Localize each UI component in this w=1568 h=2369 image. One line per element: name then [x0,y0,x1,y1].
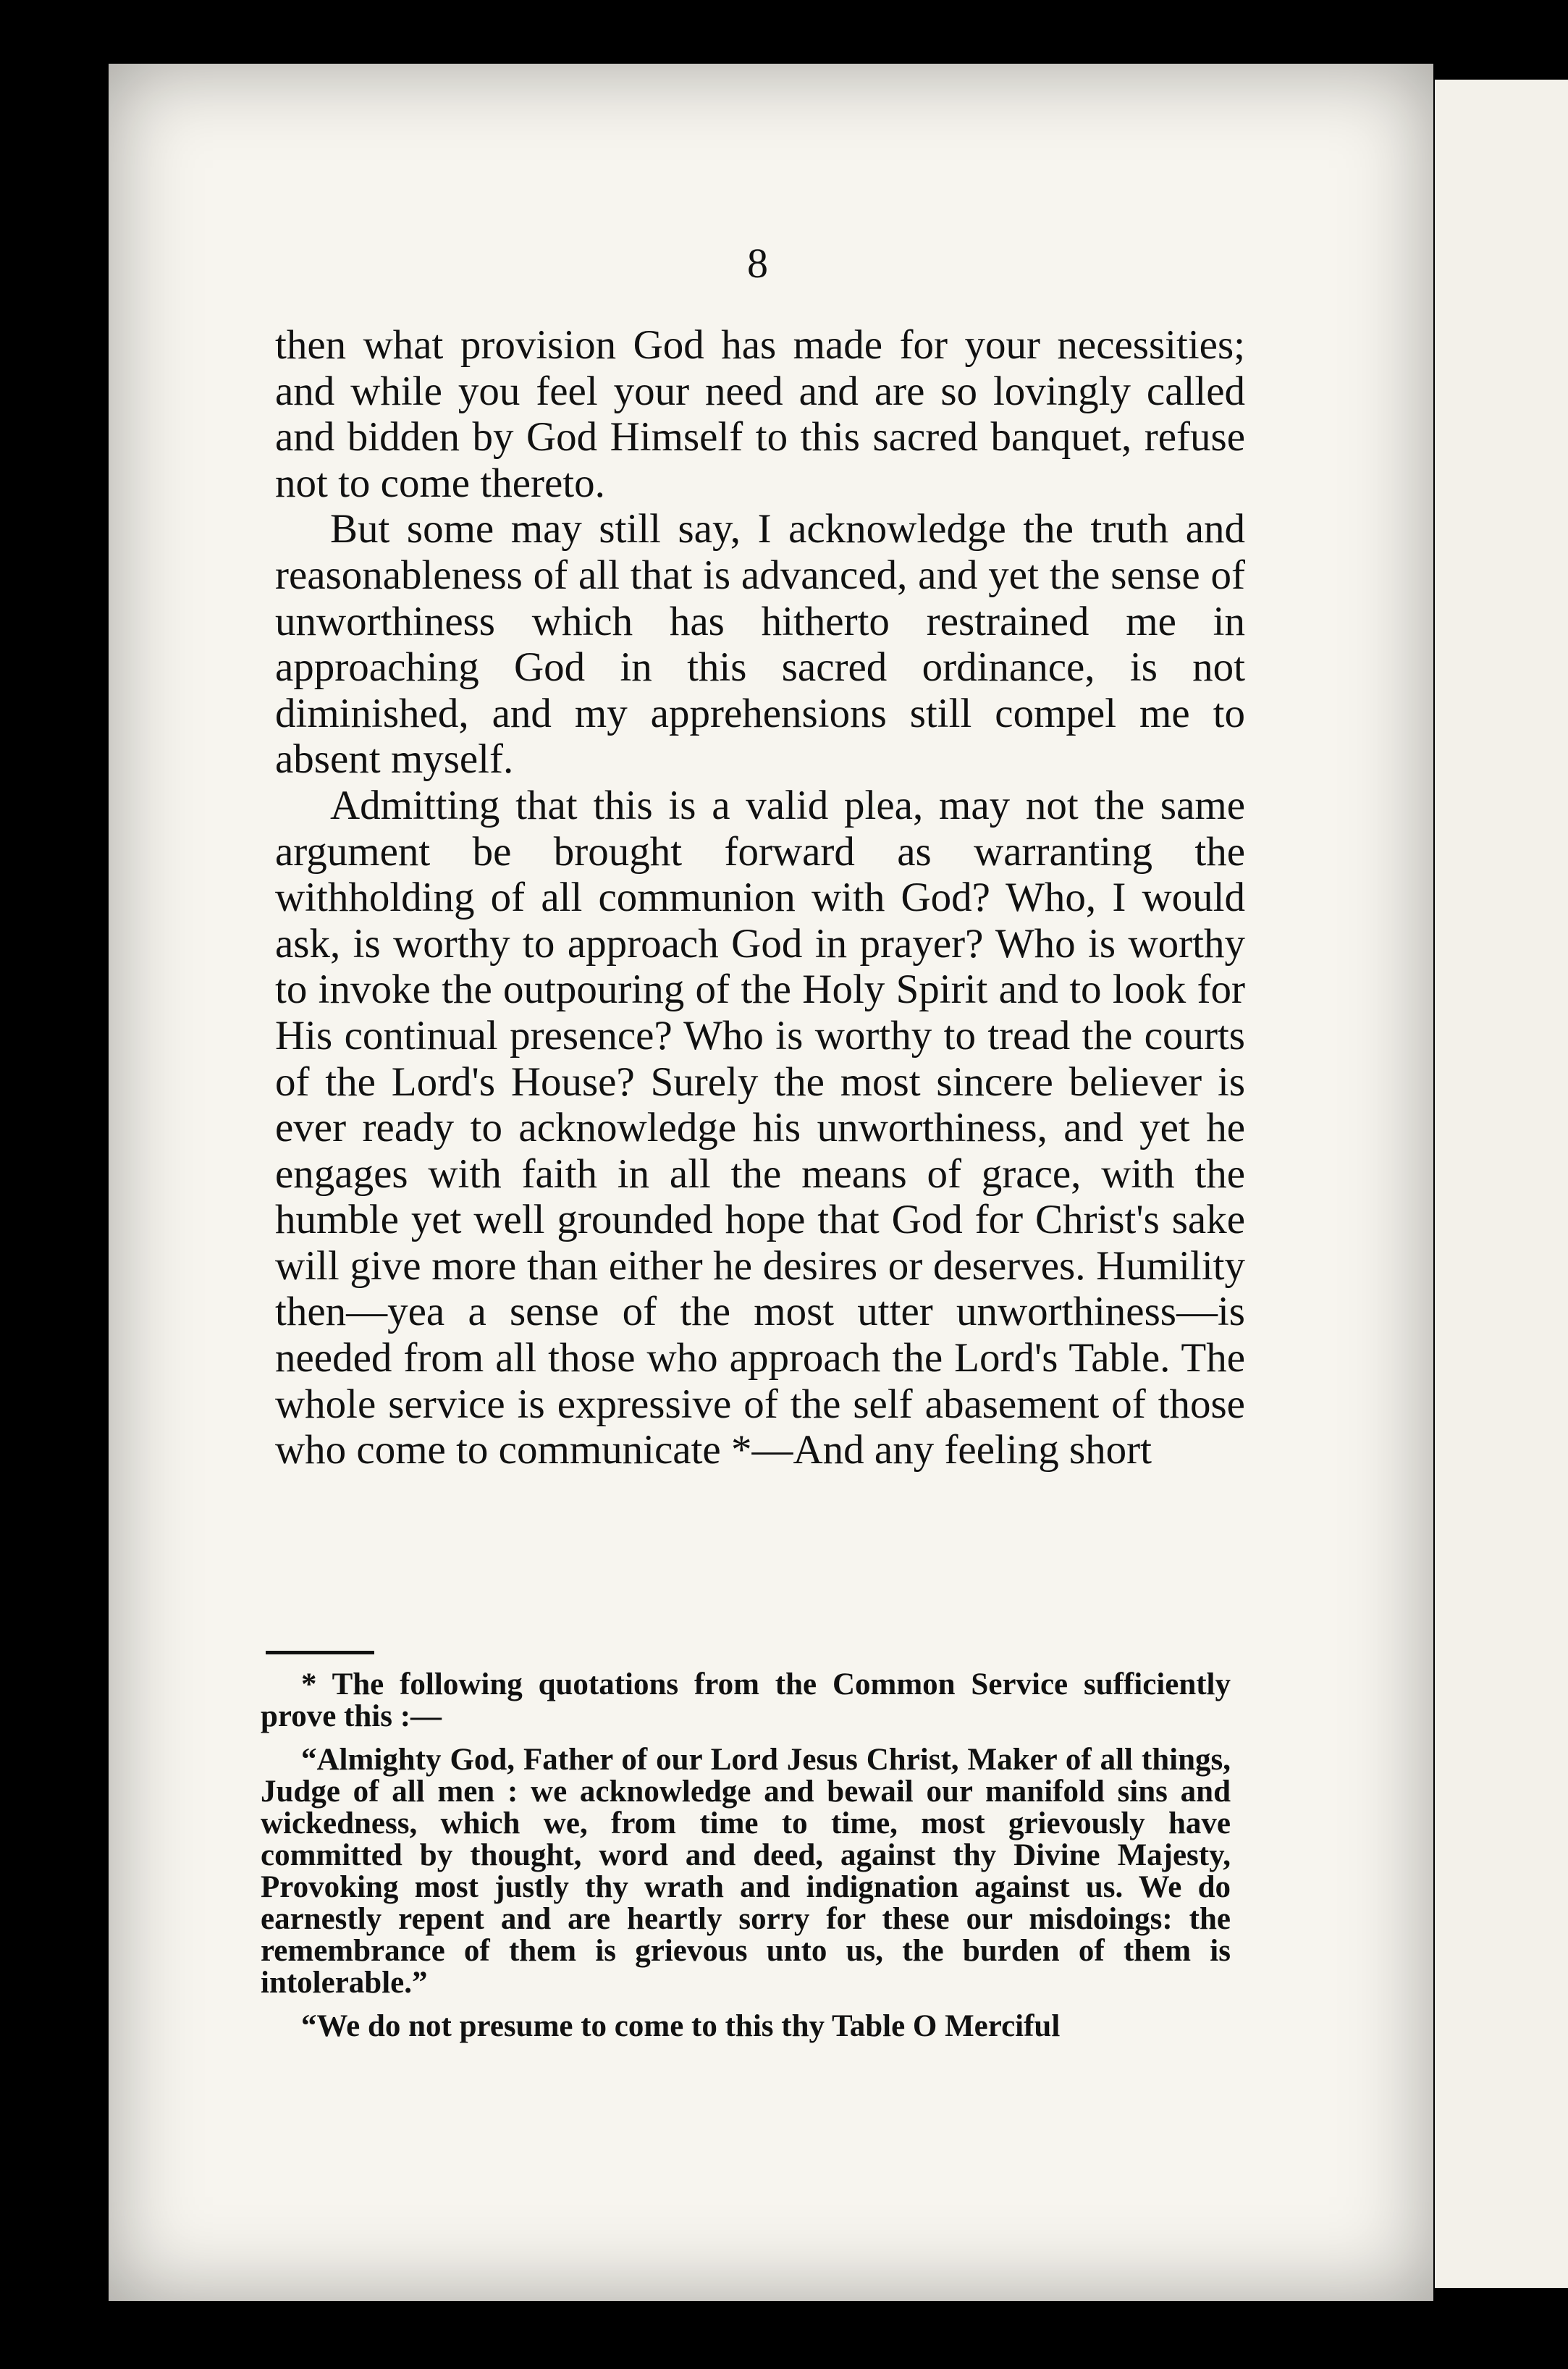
page-number: 8 [747,240,768,287]
footnote-1: * The following quotations from the Common Service sufficiently prove this :— [261,1667,1231,1733]
adjacent-page-edge [1435,80,1568,2288]
paragraph-2: But some may still say, I acknowledge the truth and reasonableness of all that is advanced, and yet the sense of unworthiness which has hitherto restrained me in approaching God in this sacred ordinance, is not diminished, and my apprehensions still compel me to absent myself. [275,506,1245,783]
footnote-3: “We do not presume to come to this thy Table O Merciful [301,2009,1061,2043]
footnote-2: “Almighty God, Father of our Lord Jesus Christ, Maker of all things, Judge of all men : we acknowledge and bewail our manifold sins and wickedness, which we, from time to time, most grievously have committed by thought, word and deed, against thy Divine Majesty, Provoking most justly thy wrath and indignation against us. We do earnestly repent and are heartly sorry for these our misdoings: the remembrance of them is grievous unto us, the burden of them is intolerable.” [261,1743,1231,2000]
footnote-rule [266,1651,374,1654]
body-text [275,322,1245,1473]
paragraph-1: then what provision God has made for your necessities; and while you feel your need and are so lovingly called and bidden by God Himself to this sacred banquet, refuse not to come thereto. [275,322,1245,506]
paragraph-3: Admitting that this is a valid plea, may not the same argument be brought forward as warranting the withholding of all communion with God? Who, I would ask, is worthy to approach God in prayer? Who is worthy to invoke the outpouring of the Holy Spirit and to look for His continual presence? Who is worthy to tread the courts of the Lord's House? Surely the most sincere believer is ever ready to acknowledge his unworthiness, and yet he engages with faith in all the means of grace, with the humble yet well grounded hope that God for Christ's sake will give more than either he desires or deserves. Humility then—yea a sense of the most utter unworthiness—is needed from all those who approach the Lord's Table. The whole service is expressive of the self abasement of those who come to communicate *—And any feeling short [275,782,1245,1473]
footnotes [261,1669,1231,2054]
